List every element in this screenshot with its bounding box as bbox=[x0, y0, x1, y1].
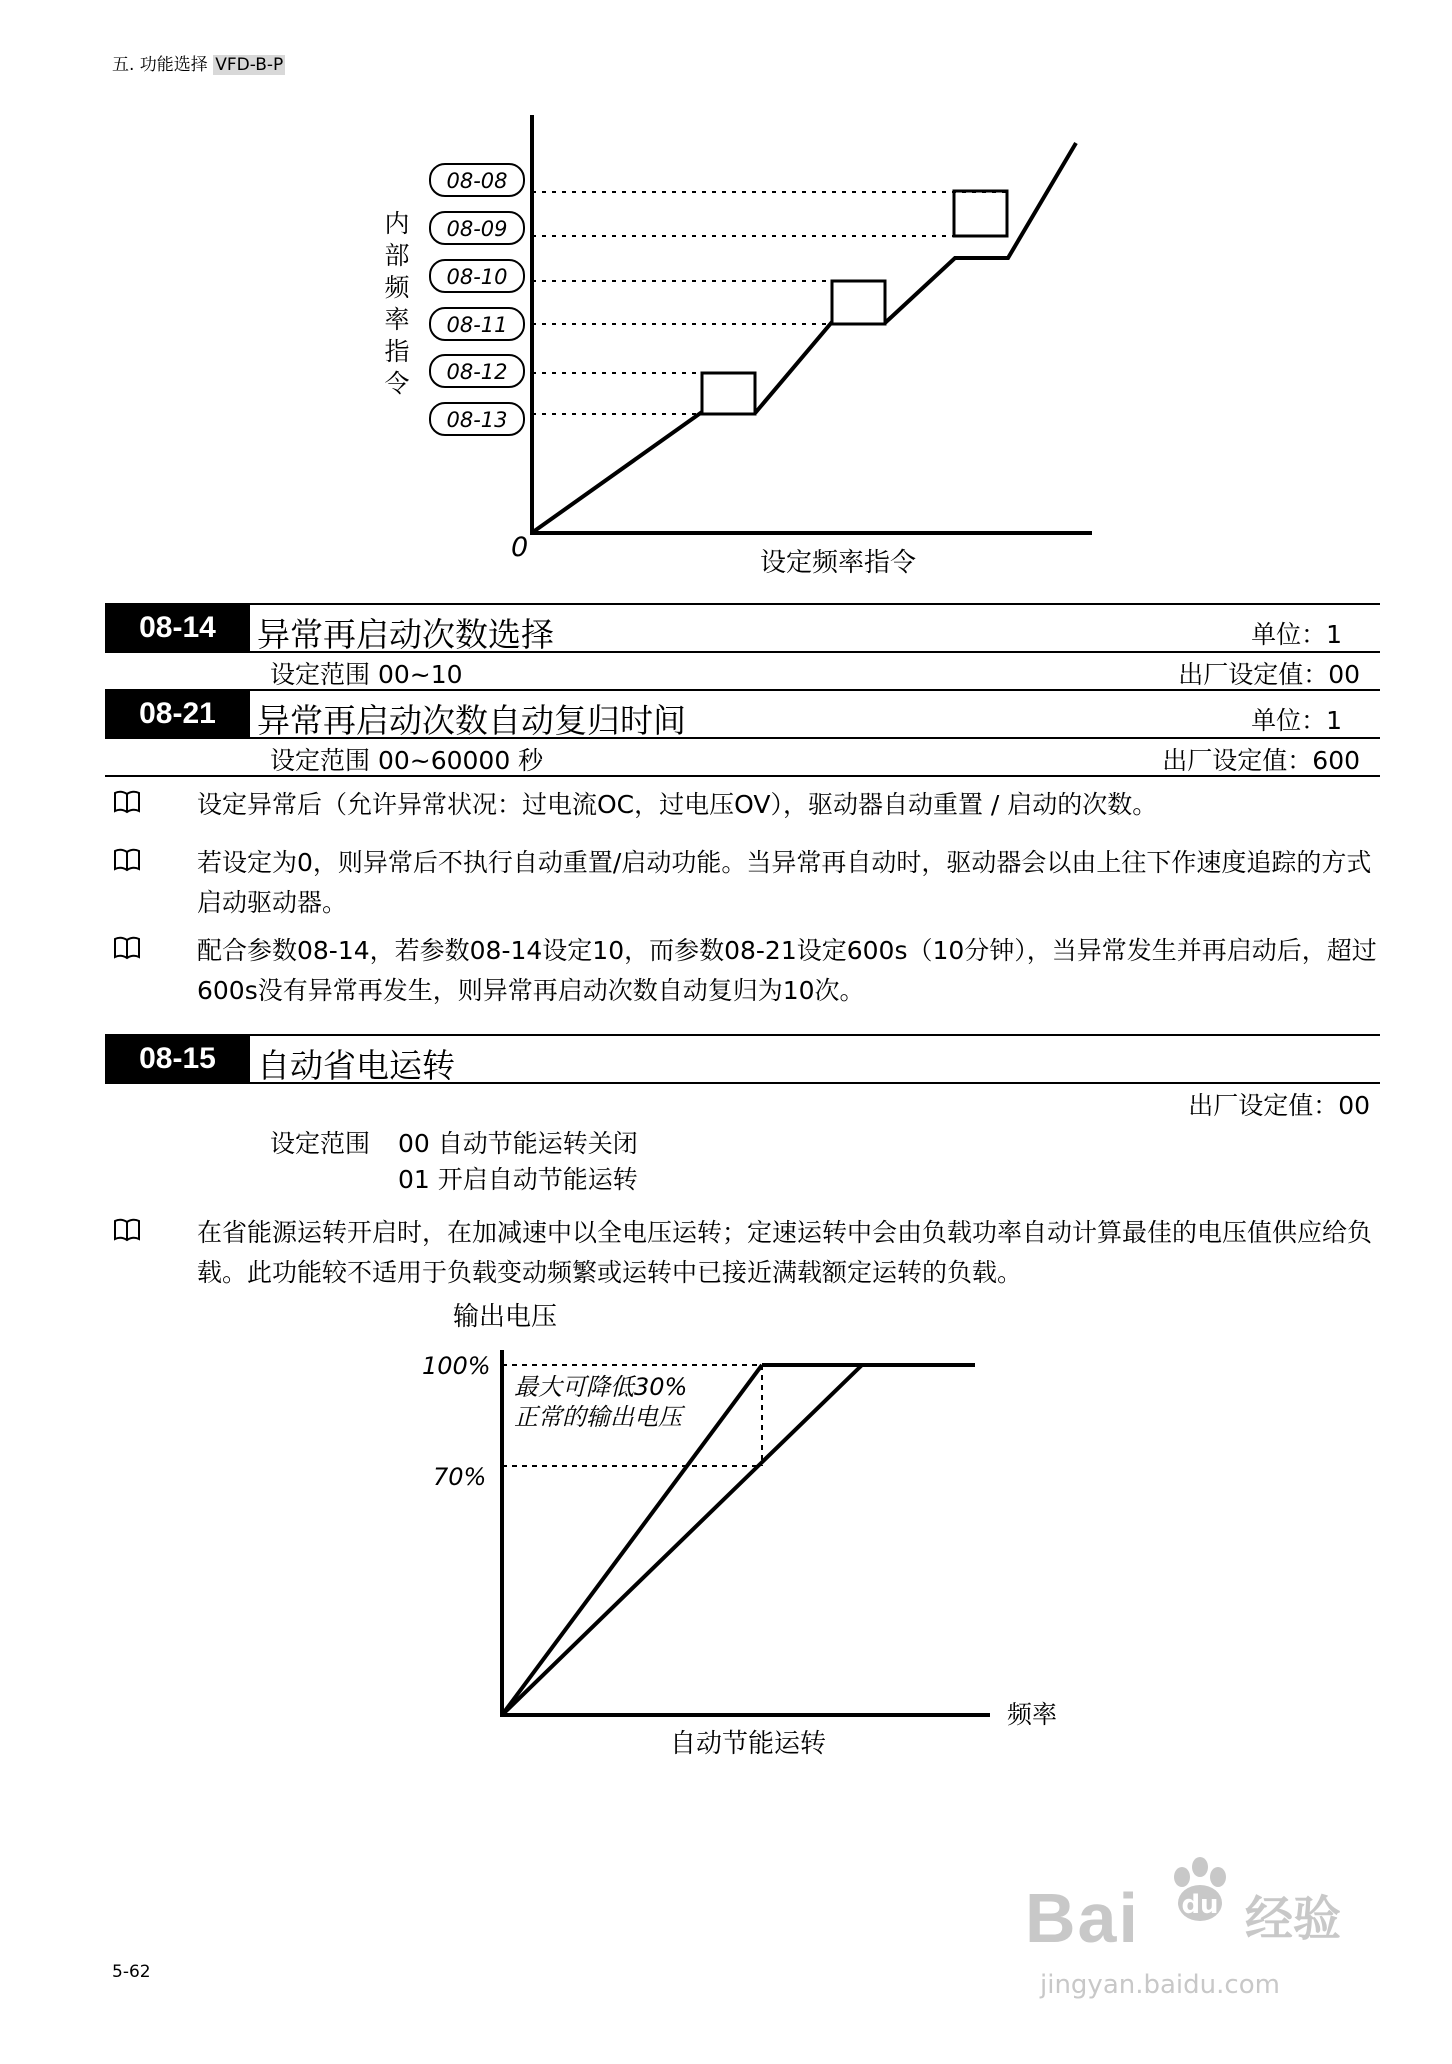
factory-default: 出厂设定值：00 bbox=[1178, 660, 1360, 689]
paw-logo-icon bbox=[1162, 1855, 1242, 1930]
watermark-brand bbox=[1025, 1878, 1140, 1958]
ylabel-char-2: 部 bbox=[384, 241, 410, 270]
label-08-13: 08-13 bbox=[446, 408, 508, 432]
label-08-08: 08-08 bbox=[446, 169, 508, 193]
header-prefix: 五. 功能选择 bbox=[112, 55, 208, 75]
annotation-normal-voltage: 正常的输出电压 bbox=[514, 1403, 682, 1431]
note-text: 在省能源运转开启时，在加减速中以全电压运转；定速运转中会由负载功率自动计算最佳的电压值供应给负载。此功能较不适用于负载变动频繁或运转中已接近满载额定运转的负载。 bbox=[197, 1218, 1373, 1287]
annotation-max-drop: 最大可降低30% bbox=[514, 1373, 688, 1401]
param-08-14-bar bbox=[105, 603, 1380, 653]
param-code: 08-15 bbox=[105, 1036, 250, 1082]
label-08-12: 08-12 bbox=[446, 360, 508, 384]
param-title: 异常再启动次数选择 bbox=[257, 615, 554, 654]
param-08-14-range-row bbox=[105, 651, 1380, 691]
watermark-du: du bbox=[1181, 1890, 1219, 1920]
note-item bbox=[112, 843, 1382, 923]
header-model: VFD-B-P bbox=[215, 55, 284, 75]
label-08-09: 08-09 bbox=[446, 217, 508, 241]
note-text: 配合参数08-14，若参数08-14设定10，而参数08-21设定600s（10分钟），当异常发生并再启动后，超过600s没有异常再发生，则异常再启动次数自动复归为10次。 bbox=[197, 936, 1377, 1005]
y-axis-title: 输出电压 bbox=[453, 1302, 558, 1332]
book-icon bbox=[112, 787, 142, 817]
label-08-10: 08-10 bbox=[446, 265, 508, 289]
param-title: 自动省电运转 bbox=[257, 1046, 455, 1085]
note-text: 若设定为0，则异常后不执行自动重置/启动功能。当异常再自动时，驱动器会以由上往下作速度追踪的方式启动驱动器。 bbox=[197, 848, 1372, 917]
param-unit: 单位：1 bbox=[1251, 706, 1342, 735]
watermark-jingyan: 经验 bbox=[1245, 1891, 1342, 1947]
factory-default: 出厂设定值：00 bbox=[1188, 1091, 1370, 1120]
param-code: 08-21 bbox=[105, 691, 250, 737]
param-code: 08-14 bbox=[105, 605, 250, 651]
option-01: 01 开启自动节能运转 bbox=[398, 1165, 638, 1194]
ylabel-char-5: 指 bbox=[384, 337, 410, 366]
note-item bbox=[112, 1213, 1382, 1293]
ylabel-char-6: 令 bbox=[384, 369, 410, 398]
param-08-15-bar bbox=[105, 1034, 1380, 1084]
param-08-21-bar bbox=[105, 689, 1380, 739]
ylabel-char-1: 内 bbox=[384, 209, 410, 238]
ylabel-char-3: 频 bbox=[384, 273, 410, 302]
step-box-1 bbox=[702, 373, 755, 414]
param-title: 异常再启动次数自动复归时间 bbox=[257, 701, 686, 740]
note-item bbox=[112, 931, 1382, 1011]
book-icon bbox=[112, 933, 142, 963]
book-icon bbox=[112, 845, 142, 875]
param-08-21-range-row bbox=[105, 737, 1380, 777]
y-tick-100: 100% bbox=[422, 1352, 491, 1380]
x-axis-title: 频率 bbox=[1007, 1700, 1058, 1729]
ylabel-char-4: 率 bbox=[384, 305, 410, 334]
setting-range-label: 设定范围 bbox=[270, 1129, 371, 1158]
note-text: 设定异常后（允许异常状况：过电流OC，过电压OV），驱动器自动重置 / 启动的次数。 bbox=[197, 790, 1158, 819]
x-axis-label: 设定频率指令 bbox=[759, 548, 917, 578]
energy-saving-chart bbox=[0, 1290, 1452, 1760]
option-00: 00 自动节能运转关闭 bbox=[398, 1129, 638, 1158]
frequency-command-diagram bbox=[0, 0, 1452, 600]
chart-caption: 自动节能运转 bbox=[669, 1729, 827, 1759]
step-box-2 bbox=[832, 281, 885, 324]
param-unit: 单位：1 bbox=[1251, 620, 1342, 649]
y-tick-70: 70% bbox=[433, 1463, 487, 1491]
origin-label: 0 bbox=[511, 532, 529, 563]
book-icon bbox=[112, 1215, 142, 1245]
setting-range: 设定范围 00~60000 秒 bbox=[270, 746, 544, 775]
note-item bbox=[112, 785, 1382, 825]
label-08-11: 08-11 bbox=[446, 313, 508, 337]
setting-range: 设定范围 00~10 bbox=[270, 660, 463, 689]
watermark-bai: Bai bbox=[1025, 1879, 1140, 1957]
step-box-3 bbox=[954, 191, 1007, 236]
factory-default: 出厂设定值：600 bbox=[1162, 746, 1360, 775]
page-number: 5-62 bbox=[112, 1962, 151, 1982]
watermark-url: jingyan.baidu.com bbox=[1040, 1970, 1280, 2000]
